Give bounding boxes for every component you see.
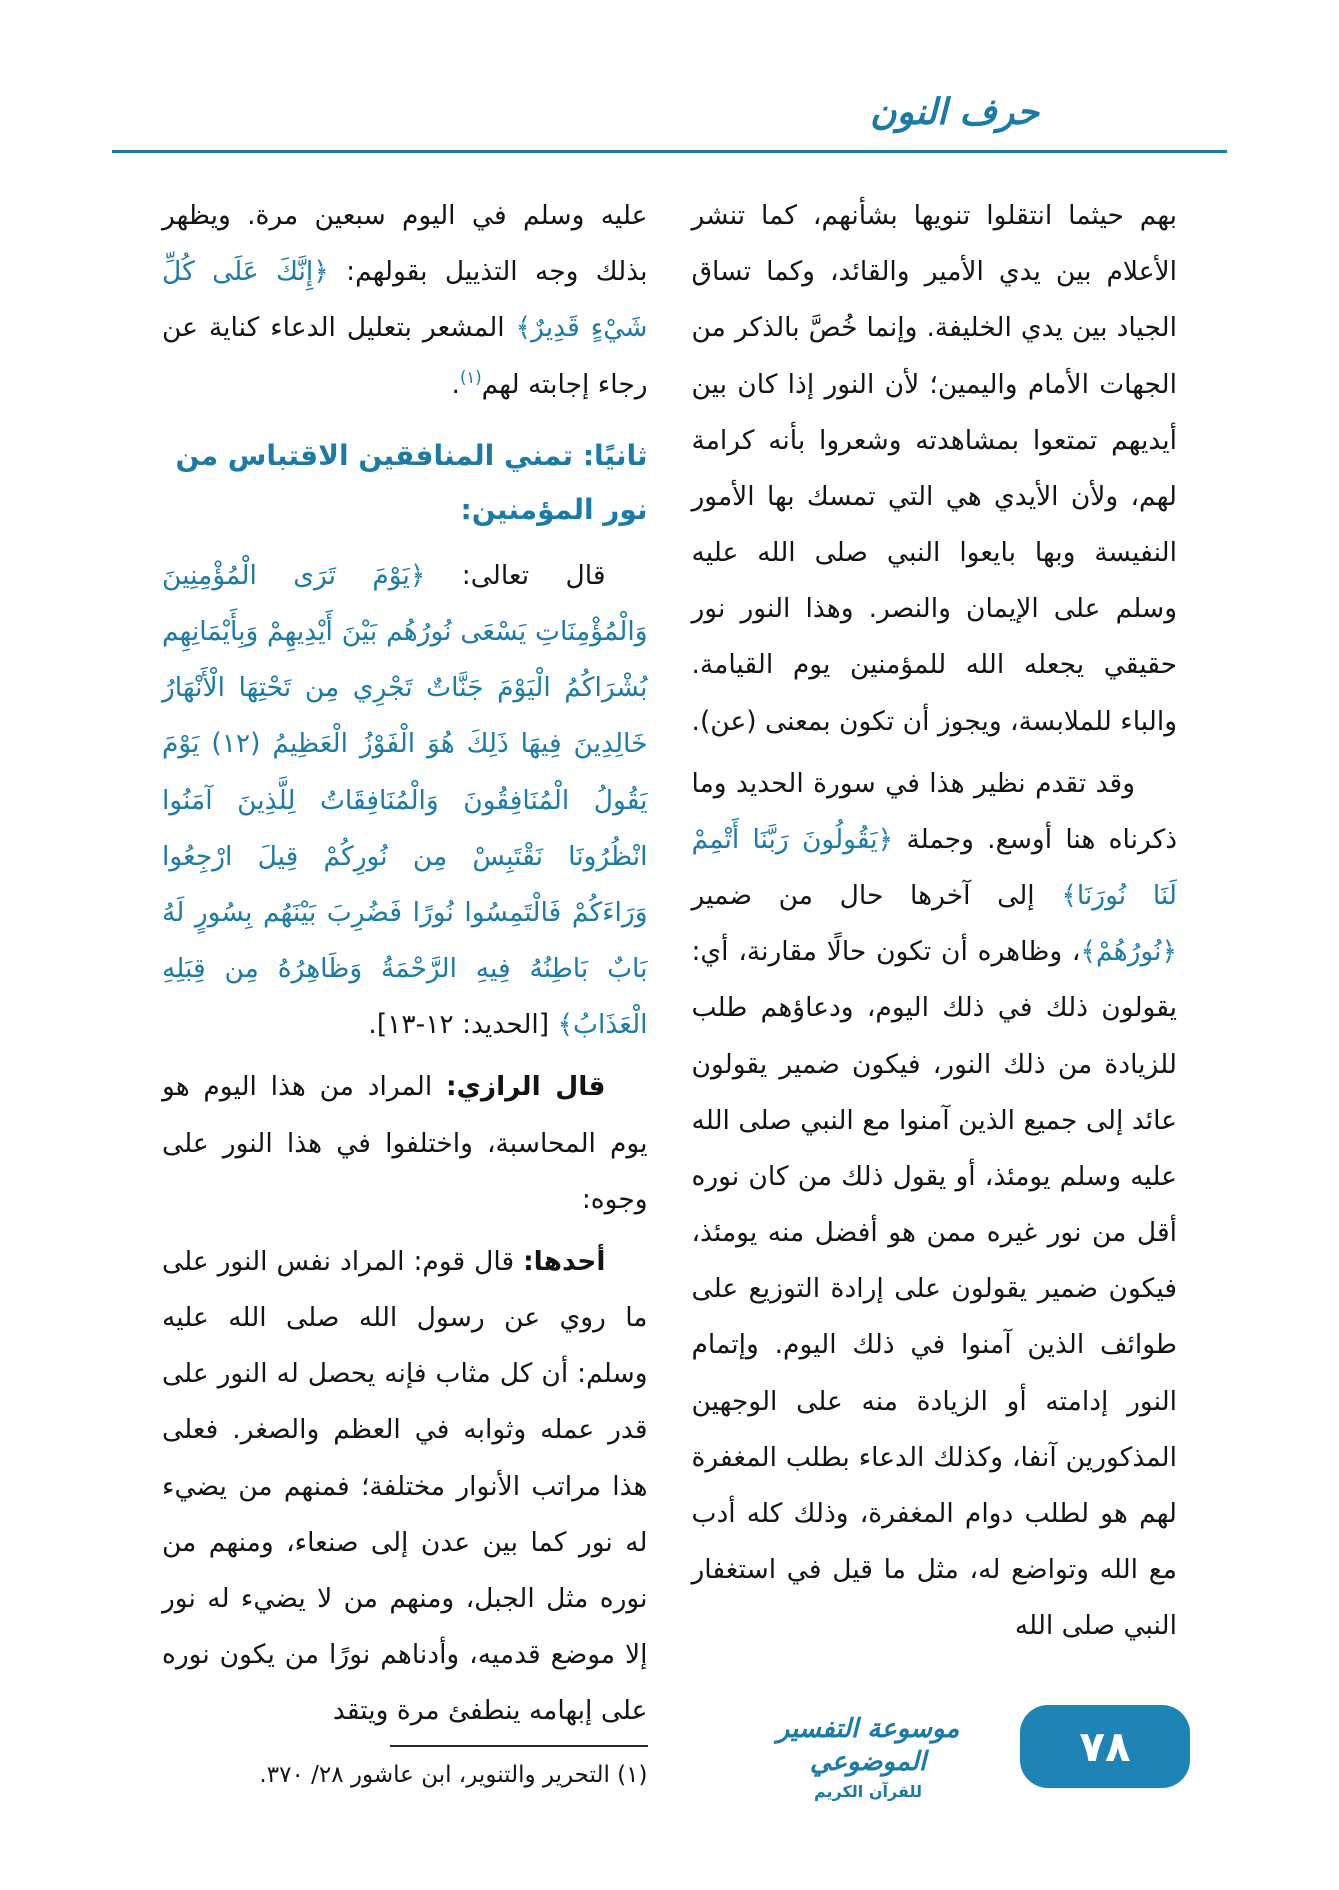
list-lead: أحدها: <box>523 1245 606 1277</box>
verse-reference: [الحديد: ١٢-١٣]. <box>368 1009 558 1041</box>
body-text: . <box>451 368 460 400</box>
chapter-title: حرف النون <box>870 92 1039 133</box>
header-divider <box>112 150 1227 153</box>
quran-verse-block: ﴿يَوْمَ تَرَى الْمُؤْمِنِينَ وَالْمُؤْمِنَاتِ يَسْعَى نُورُهُم بَيْنَ أَيْدِيهِمْ وَبِأَيْمَانِهِم بُشْرَاكُمُ الْيَوْمَ جَنَّاتٌ تَجْرِي مِن تَحْتِهَا الْأَنْهَارُ خَالِدِينَ فِيهَا ذَلِكَ هُوَ الْفَوْزُ الْعَظِيمُ (١٢) يَوْمَ يَقُولُ الْمُنَافِقُونَ وَالْمُنَافِقَاتُ لِلَّذِينَ آمَنُوا انْظُرُونَا نَقْتَبِسْ مِن نُورِكُمْ قِيلَ ارْجِعُوا وَرَاءَكُمْ فَالْتَمِسُوا نُورًا فَضُرِبَ بَيْنَهُم بِسُورٍ لَهُ بَابٌ بَاطِنُهُ فِيهِ الرَّحْمَةُ وَظَاهِرُهُ مِن قِبَلِهِ الْعَذَابُ﴾ <box>162 559 648 1041</box>
body-text: قال تعالى: <box>425 559 606 591</box>
publisher-logo-title: موسوعة التفسير الموضوعي <box>776 1714 960 1777</box>
body-text: عليه وسلم في اليوم سبعين مرة. ويظهر بذلك وجه التذييل بقولهم: <box>162 200 648 288</box>
column-left <box>162 188 648 1789</box>
body-text: المراد من هذا اليوم هو يوم المحاسبة، واختلفوا في هذا النور على وجوه: <box>162 1071 648 1215</box>
body-text: إلى آخرها حال من ضمير <box>691 880 1062 912</box>
paragraph <box>162 548 648 1054</box>
publisher-logo <box>749 1713 987 1802</box>
body-text: بهم حيثما انتقلوا تنويها بشأنهم، كما تنشر الأعلام بين يدي الأمير والقائد، وكما تساق الجياد بين يدي الخليفة. وإنما خُصَّ بالذكر من الجهات الأمام واليمين؛ لأن النور إذا كان بين أيديهم تمتعوا بمشاهدته وشعروا بأنه كرامة لهم، ولأن الأيدي هي التي تمسك بها الأمور النفيسة وبها بايعوا النبي صلى الله عليه وسلم على الإيمان والنصر. وهذا النور نور حقيقي يجعله الله للمؤمنين يوم القيامة. والباء للملابسة، ويجوز أن تكون بمعنى (عن). <box>691 200 1177 737</box>
paragraph <box>162 188 648 413</box>
footnote-area <box>162 1745 648 1794</box>
page-number-badge: ٧٨ <box>1020 1705 1190 1788</box>
column-right <box>692 188 1178 1703</box>
quran-quote: ﴿نُورُهُمْ﴾ <box>1080 936 1177 968</box>
footnote-text: (١) التحرير والتنوير، ابن عاشور ٢٨/ ٣٧٠. <box>259 1762 648 1789</box>
paragraph <box>692 188 1178 750</box>
body-text: قال قوم: المراد نفس النور على ما روي عن رسول الله صلى الله عليه وسلم: أن كل مثاب فإنه يحصل له النور على قدر عمله وثوابه في العظم والصغر. فعلى هذا مراتب الأنوار مختلفة؛ فمنهم من يضيء له نور كما بين عدن إلى صنعاء، ومنهم من نوره مثل الجبل، ومنهم من لا يضيء له نور إلا موضع قدميه، وأدناهم نورًا من يكون نوره على إبهامه ينطفئ مرة ويتقد <box>162 1245 648 1727</box>
paragraph <box>162 1234 648 1740</box>
quran-quote: ﴿إِنَّكَ عَلَى كُلِّ شَيْءٍ قَدِيرٌ﴾ <box>162 256 648 344</box>
section-heading: ثانيًا: تمني المنافقين الاقتباس من نور المؤمنين: <box>175 438 648 527</box>
footnote-divider <box>390 1745 648 1747</box>
footnote-marker: (١) <box>459 367 482 387</box>
paragraph <box>692 756 1178 1655</box>
quran-quote: ﴿يَقُولُونَ رَبَّنَا أَتْمِمْ لَنَا نُورَنَا﴾ <box>691 823 1177 912</box>
speaker-name: قال الرازي: <box>445 1071 606 1103</box>
paragraph <box>162 1059 648 1228</box>
body-text: المشعر بتعليل الدعاء كناية عن رجاء إجابته لهم <box>162 312 648 400</box>
body-text: ، وظاهره أن تكون حالًا مقارنة، أي: يقولون ذلك في ذلك اليوم، ودعاؤهم طلب للزيادة من ذلك النور، فيكون ضمير يقولون عائد إلى جميع الذين آمنوا مع النبي صلى الله عليه وسلم يومئذ، أو يقول ذلك من كان نوره أقل من نور غيره ممن هو أفضل منه يومئذ، فيكون ضمير يقولون على إرادة التوزيع على طوائف الذين آمنوا في ذلك اليوم. وإتمام النور إدامته أو الزيادة منه على الوجهين المذكورين آنفا، وكذلك الدعاء بطلب المغفرة لهم هو لطلب دوام المغفرة، وذلك كله أدب مع الله وتواضع له، مثل ما قيل في استغفار النبي صلى الله <box>691 936 1177 1642</box>
publisher-logo-subtitle: للقرآن الكريم <box>813 1782 923 1801</box>
body-text: وقد تقدم نظير هذا في سورة الحديد وما ذكرناه هنا أوسع. وجملة <box>691 767 1178 855</box>
